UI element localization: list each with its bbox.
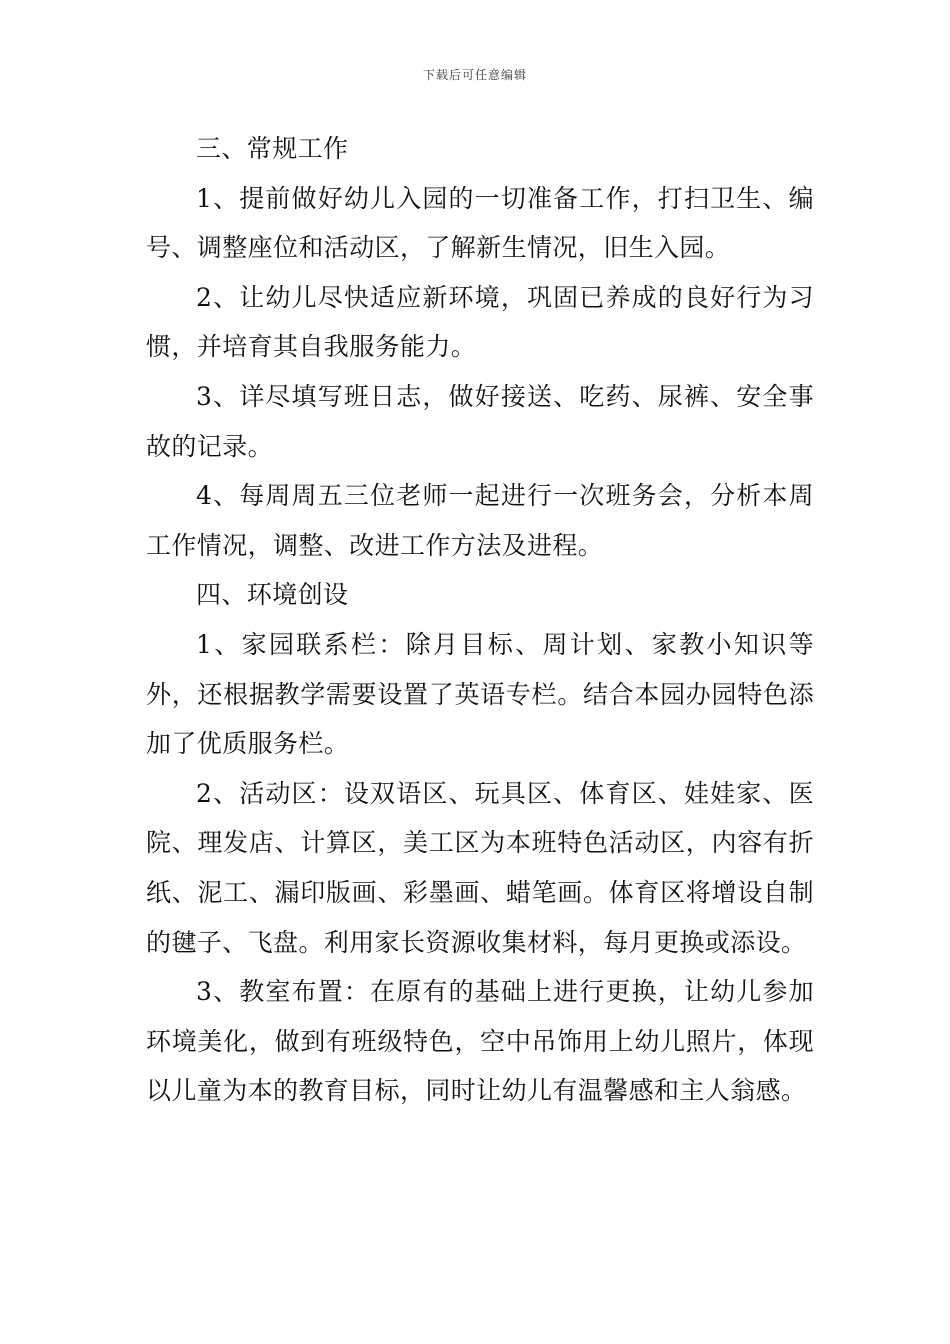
header-note: 下载后可任意编辑 [422, 68, 527, 82]
document-body [146, 124, 814, 1116]
paragraph-routine-2: 2、让幼儿尽快适应新环境，巩固已养成的良好行为习惯，并培育其自我服务能力。 [146, 282, 814, 362]
paragraph-environment-3: 3、教室布置：在原有的基础上进行更换，让幼儿参加环境美化，做到有班级特色，空中吊饰用上幼儿照片，体现以儿童为本的教育目标，同时让幼儿有温馨感和主人翁感。 [146, 977, 814, 1106]
section-heading-environment: 四、环境创设 [196, 580, 349, 610]
paragraph-routine-4: 4、每周周五三位老师一起进行一次班务会，分析本周工作情况，调整、改进工作方法及进程。 [146, 481, 814, 560]
paragraph-environment-1: 1、家园联系栏：除月目标、周计划、家教小知识等外，还根据教学需要设置了英语专栏。结合本园办园特色添加了优质服务栏。 [146, 629, 814, 759]
paragraph-environment-2: 2、活动区：设双语区、玩具区、体育区、娃娃家、医院、理发店、计算区，美工区为本班特色活动区，内容有折纸、泥工、漏印版画、彩墨画、蜡笔画。体育区将增设自制的毽子、飞盘。利用家长资源收集材料，每月更换或添设。 [146, 778, 814, 957]
paragraph-routine-1: 1、提前做好幼儿入园的一切准备工作，打扫卫生、编号、调整座位和活动区，了解新生情况，旧生入园。 [146, 183, 814, 263]
paragraph-routine-3: 3、详尽填写班日志，做好接送、吃药、尿裤、安全事故的记录。 [146, 381, 814, 461]
section-heading-routine-work: 三、常规工作 [196, 134, 349, 163]
